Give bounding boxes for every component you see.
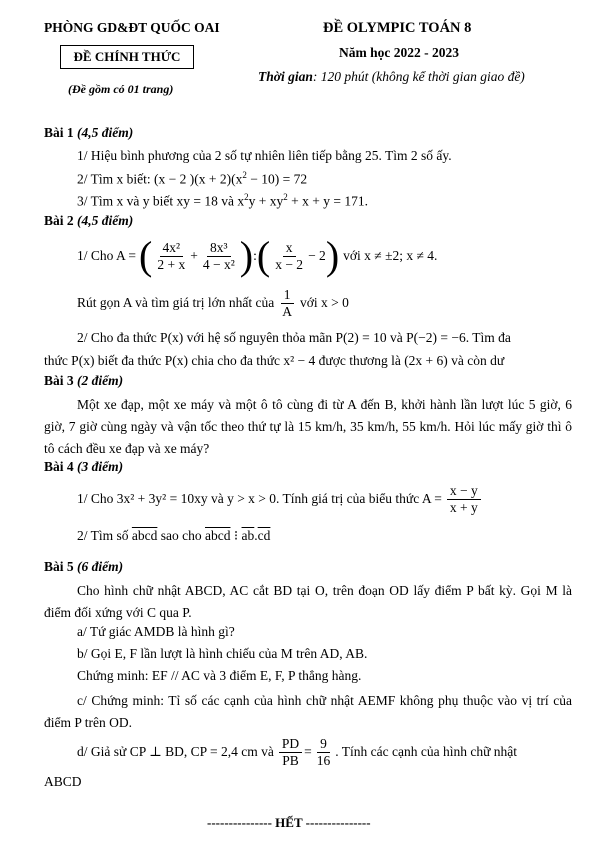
bai3-heading (44, 373, 123, 389)
bai5-c: c/ Chứng minh: Tỉ số các cạnh của hình chữ nhật AEMF không phụ thuộc vào vị trí của điểm P trên OD. (44, 693, 572, 730)
bai1-q2-post: − 10) = 72 (246, 171, 308, 187)
number-abcd-2: abcd (205, 528, 231, 543)
bai5-b: b/ Gọi E, F lần lượt là hình chiếu của M trên AD, AB. (77, 646, 368, 661)
number-cd: $\overline{cd}$ (257, 528, 271, 543)
page-note: (Đề gồm có 01 trang) (68, 82, 174, 96)
bai4-title: Bài 4 (44, 459, 74, 474)
bai5-d: d/ Giả sử CP ⊥ BD, CP = 2,4 cm và $\frac{PD}{PB}$ = $\frac{9}{16}$ . Tính các cạnh của hình chữ nhật (77, 735, 518, 768)
fraction-2: $\frac{\text{8x³}}{\text{4 − x²}}$ (202, 239, 235, 272)
bai1-q2: 2/ Tìm x biết: (x − 2 )$(x + 2)(x^2 - 10) = 72$ (77, 170, 308, 187)
bai5-b2: Chứng minh: EF // AC và 3 điểm E, F, P thẳng hàng. (77, 668, 362, 683)
bai2-q1-condition: với x ≠ ±2; x ≠ 4. (343, 248, 438, 263)
time-label: Thời gian (258, 69, 313, 84)
bai2-q1-pre: 1/ Cho A = (77, 248, 137, 263)
number-abcd: abcd (131, 528, 158, 543)
bai1-q3-pre: 3/ Tìm x và y biết xy = 18 và x (77, 193, 245, 209)
bai2-reduce-line (77, 284, 349, 322)
bai4-points: (3 điểm) (77, 459, 124, 474)
exam-title: ĐỀ OLYMPIC TOÁN 8 (323, 20, 472, 36)
bai1-q3: 3/ Tìm x và y biết xy = 18 và $x^2y + xy^2 + x + y = 171$. (77, 192, 368, 209)
bai4-q1-pre: 1/ Cho 3x² + 3y² = 10xy và y > x > 0. Tính giá trị của biểu thức A = (77, 491, 442, 506)
school-year: Năm học 2022 - 2023 (339, 45, 459, 60)
department-name: PHÒNG GD&ĐT QUỐC OAI (44, 20, 220, 35)
time-value: : 120 phút (không kể thời gian giao đề) (312, 69, 525, 84)
bai2-reduce-post: với x > 0 (300, 295, 349, 310)
bai4-q1 (77, 480, 483, 518)
bai1-heading (44, 125, 133, 141)
bai1-points: (4,5 điểm) (77, 125, 134, 140)
bai1-q3-post: + x + y = 171. (287, 193, 368, 209)
bai2-q2-line2: thức P(x) biết đa thức P(x) chia cho đa thức x² − 4 được thương là (2x + 6) và còn dư (44, 353, 505, 368)
bai3-text: Một xe đạp, một xe máy và một ô tô cùng đi từ A đến B, khởi hành lần lượt lúc 5 giờ, 6 giờ, 7 giờ cùng ngày và vận tốc theo thứ tự là 15 km/h, 35 km/h, 55 km/h. Hỏi lúc mấy giờ thì ô tô cách đều xe đạp và xe máy? (44, 397, 572, 456)
bai3-points: (2 điểm) (77, 373, 124, 388)
fraction-3: $\frac{x}{x - 2}$ (275, 239, 304, 272)
bai5-intro: Cho hình chữ nhật ABCD, AC cắt BD tại O, trên đoạn OD lấy điểm P bất kỳ. Gọi M là điểm đối xứng với C qua P. (44, 583, 572, 620)
bai2-reduce-pre: Rút gọn A và tìm giá trị lớn nhất của (77, 295, 275, 310)
bai4-heading (44, 459, 123, 475)
fraction-1-over-a: $\frac{1}{A}$ (282, 286, 292, 319)
bai1-title: Bài 1 (44, 125, 74, 140)
bai5-title: Bài 5 (44, 559, 74, 574)
bai2-heading (44, 213, 133, 229)
fraction-a: $\frac{x - y}{x + y}$ (447, 483, 481, 516)
bai1-q2-pre: 2/ Tìm x biết: (x − 2 )(x + 2)(x (77, 171, 243, 187)
bai2-q2-line1: 2/ Cho đa thức P(x) với hệ số nguyên thỏa mãn P(2) = 10 và P(−2) = −6. Tìm đa (77, 330, 511, 345)
bai3-title: Bài 3 (44, 373, 74, 388)
time-line (258, 69, 525, 85)
bai5-a: a/ Tứ giác AMDB là hình gì? (77, 624, 235, 639)
bai2-q1-formula: 1/ Cho A = ( $\frac{\text{4x²}}{2 + x}$ + $\frac{\text{8x³}}{\text{4 − x²}}$ ) : ( $\frac{x}{x - 2}$ − 2 ) với x ≠ ±2; x ≠ 4. (77, 233, 438, 278)
bai5-points: (6 điểm) (77, 559, 124, 574)
bai1-q3-mid: y + xy (248, 193, 284, 209)
end-marker: --------------- HẾT --------------- (207, 815, 371, 830)
bai4-q2: 2/ Tìm số abcd sao cho abcd ⁝ $\overline{ab}.\overline{cd}$ (77, 528, 271, 543)
number-ab: $\overline{ab}$ (241, 528, 255, 543)
fraction-pd-pb: $\frac{PD}{PB}$ (279, 736, 302, 769)
bai2-points: (4,5 điểm) (77, 213, 134, 228)
official-stamp: ĐỀ CHÍNH THỨC (60, 45, 194, 69)
fraction-9-16: $\frac{9}{16}$ (316, 735, 331, 768)
bai5-d-tail: ABCD (44, 774, 82, 789)
bai1-q1: 1/ Hiệu bình phương của 2 số tự nhiên liên tiếp bằng 25. Tìm 2 số ấy. (77, 148, 452, 163)
fraction-1: $\frac{\text{4x²}}{2 + x}$ (157, 239, 186, 272)
bai2-title: Bài 2 (44, 213, 74, 228)
bai5-heading (44, 559, 123, 575)
